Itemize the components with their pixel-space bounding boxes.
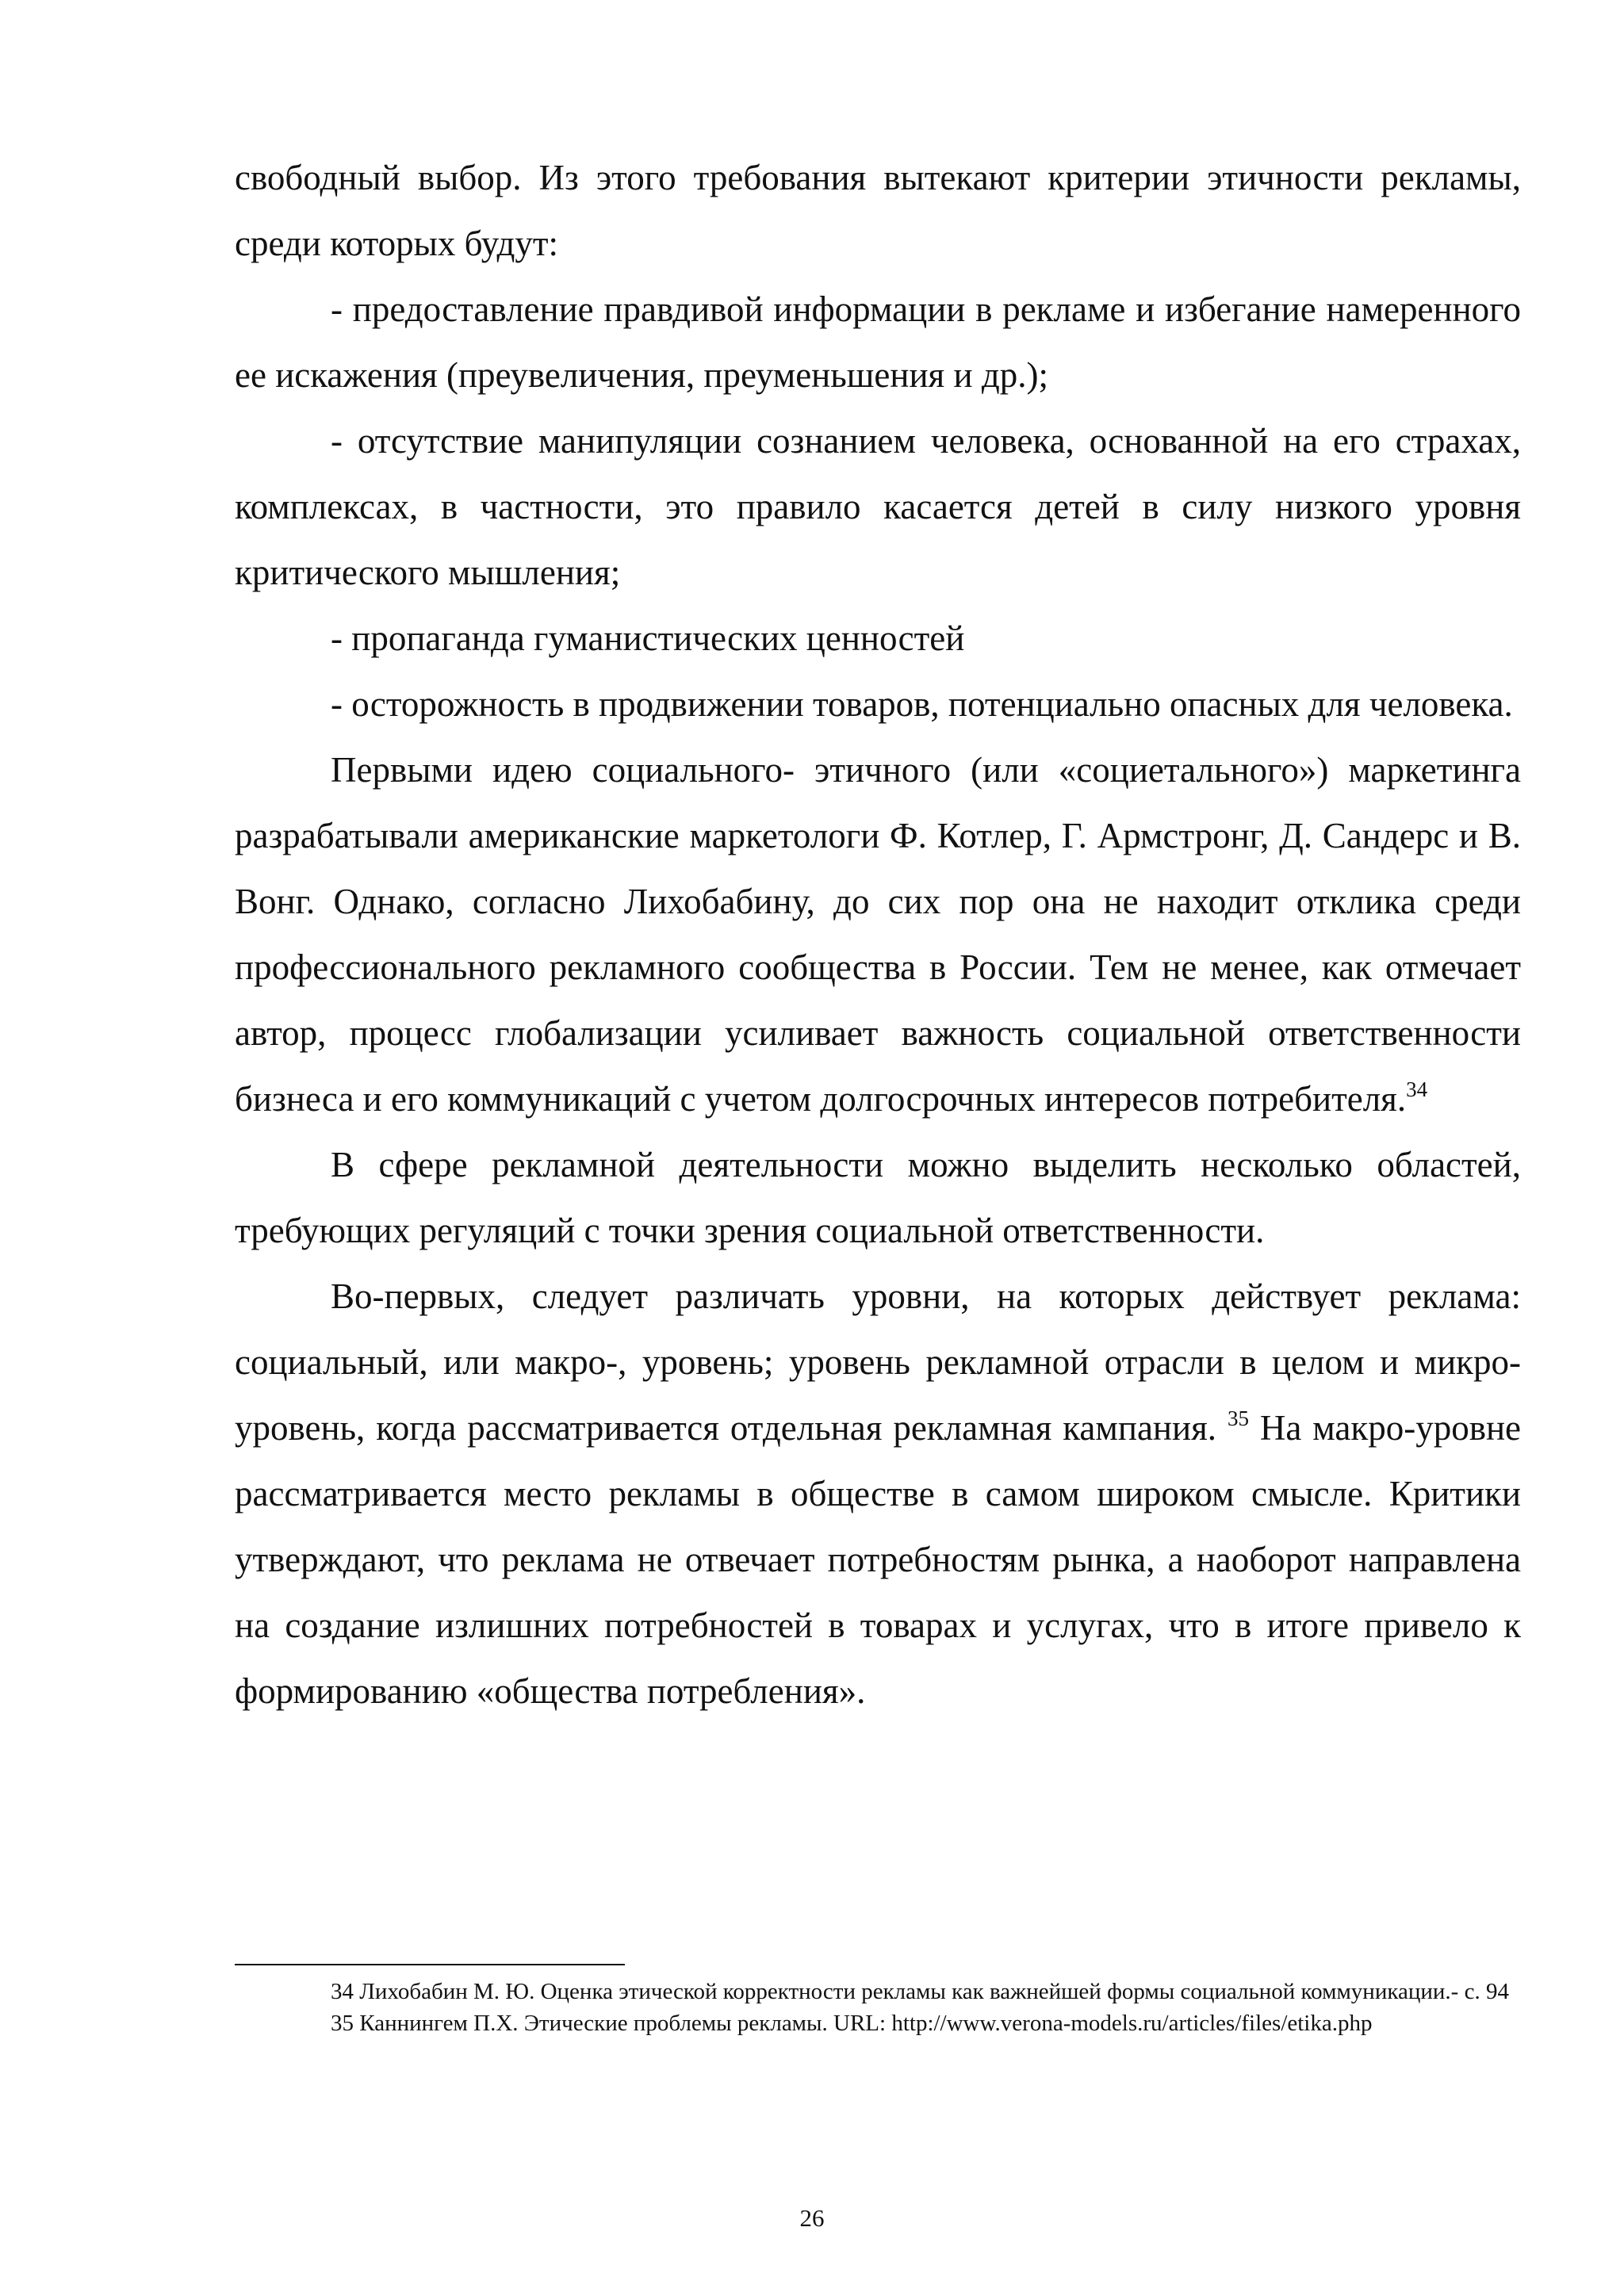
footnote-35: 35 Каннингем П.Х. Этические проблемы рекламы. URL: http://www.verona-models.ru/articles/files/etika.php xyxy=(331,2011,1373,2036)
footnote-34: 34 Лихобабин М. Ю. Оценка этической корректности рекламы как важнейшей формы социальной коммуникации.- с. 94 xyxy=(331,1979,1509,2004)
paragraph-3-text: - отсутствие манипуляции сознанием человека, основанной на его страхах, комплексах, в частности, это правило касается детей в силу низкого уровня критического мышления; xyxy=(235,421,1521,592)
footnote-ref-34[interactable]: 34 xyxy=(1406,1077,1428,1101)
paragraph-2-text: - предоставление правдивой информации в рекламе и избегание намеренного ее искажения (преувеличения, преуменьшения и др.); xyxy=(235,289,1521,395)
paragraph-8 xyxy=(235,1264,1521,1724)
paragraph-2 xyxy=(235,277,1521,408)
paragraph-4 xyxy=(235,606,1521,672)
body-text xyxy=(235,145,1521,1724)
footnote-ref-35[interactable]: 35 xyxy=(1227,1406,1249,1430)
paragraph-1 xyxy=(235,145,1521,277)
paragraph-6 xyxy=(235,737,1521,1132)
paragraph-1-text: свободный выбор. Из этого требования вытекают критерии этичности рекламы, среди которых будут: xyxy=(235,158,1521,263)
footnote-separator xyxy=(235,1964,625,1965)
paragraph-4-text: - пропаганда гуманистических ценностей xyxy=(331,618,965,658)
paragraph-7-text: В сфере рекламной деятельности можно выделить несколько областей, требующих регуляций с точки зрения социальной ответственности. xyxy=(235,1145,1521,1250)
footnotes xyxy=(235,1976,1521,2039)
paragraph-8-text-before: Во-первых, следует различать уровни, на которых действует реклама: социальный, или макро-, уровень; уровень рекламной отрасли в целом и микро-уровень, когда рассматривается отдельная рекламная кампания. xyxy=(235,1276,1521,1448)
paragraph-8-text-after: На макро-уровне рассматривается место рекламы в обществе в самом широком смысле. Критики утверждают, что реклама не отвечает потребностям рынка, а наоборот направлена на создание излишних потребностей в товарах и услугах, что в итоге привело к формированию «общества потребления». xyxy=(235,1408,1522,1711)
paragraph-6-text: Первыми идею социального- этичного (или «социетального») маркетинга разрабатывали американские маркетологи Ф. Котлер, Г. Армстронг, Д. Сандерс и В. Вонг. Однако, согласно Лихобабину, до сих пор она не находит отклика среди профессионального рекламного сообщества в России. Тем не менее, как отмечает автор, процесс глобализации усиливает важность социальной ответственности бизнеса и его коммуникаций с учетом долгосрочных интересов потребителя. xyxy=(235,750,1521,1119)
paragraph-5-text: - осторожность в продвижении товаров, потенциально опасных для человека. xyxy=(331,684,1513,724)
paragraph-7 xyxy=(235,1132,1521,1264)
paragraph-3 xyxy=(235,408,1521,606)
page-number: 26 xyxy=(799,2204,825,2232)
paragraph-5 xyxy=(235,672,1521,737)
